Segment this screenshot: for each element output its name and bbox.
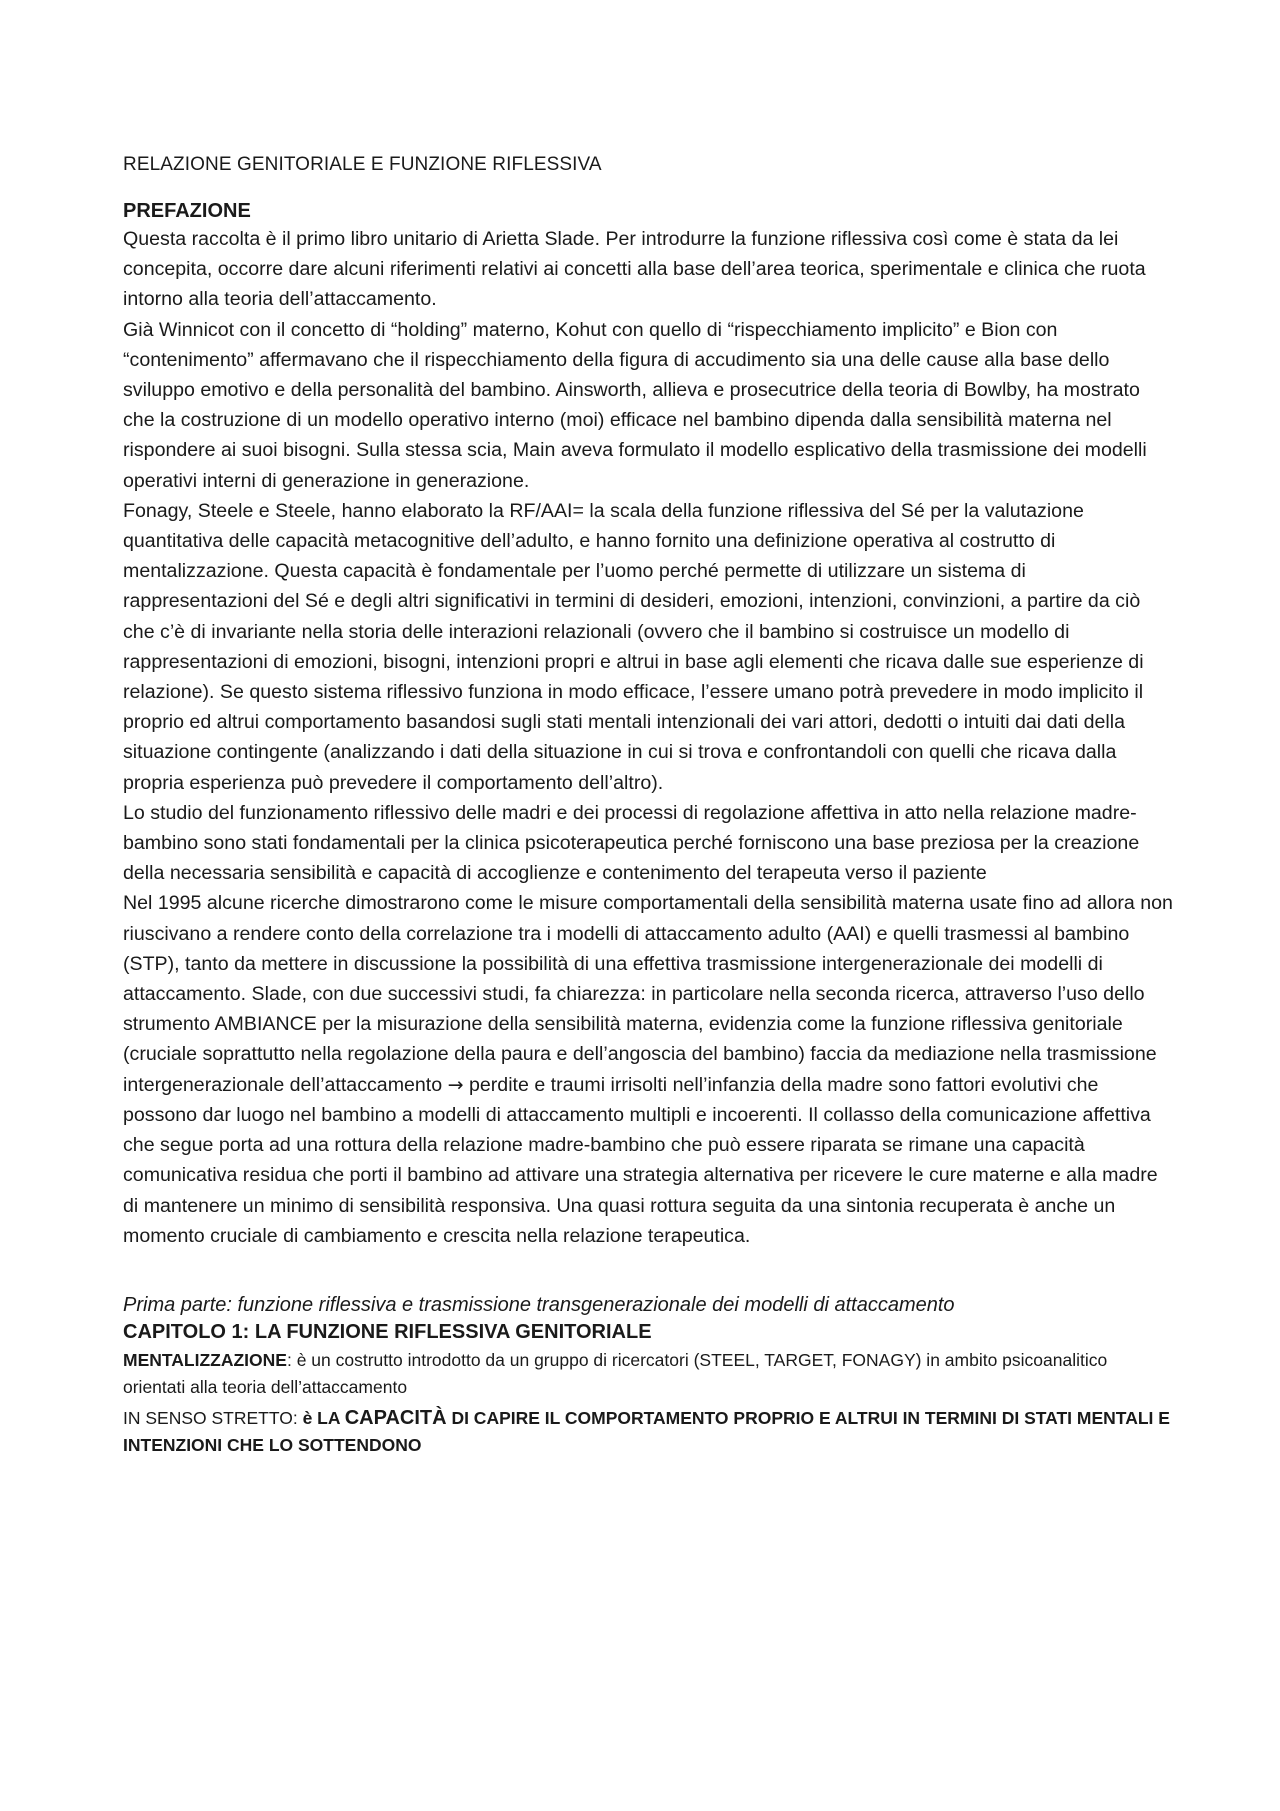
preface-heading: PREFAZIONE	[123, 200, 251, 222]
paragraph-5-text-after-arrow: perdite e traumi irrisolti nell’infanzia della madre sono fattori evolutivi che possono dar luogo nel bambino a modelli di attaccamento multipli e incoerenti. Il collasso della comunicazione affettiva che segue porta ad una rottura della relazione madre-bambino che può essere riparata se rimane una capacità comunicativa residua che porti il bambino ad attivare una strategia alternativa per ricevere le cure materne e alla madre di mantenere un minimo di sensibilità responsiva. Una quasi rottura seguita da una sintonia recuperata è anche un momento cruciale di cambiamento e crescita nella relazione terapeutica.	[123, 1073, 1158, 1247]
mentalization-text: : è un costrutto introdotto da un gruppo di ricercatori (STEEL, TARGET, FONAGY) in ambito psicoanalitico orientati alla teoria dell’attaccamento	[123, 1349, 1108, 1397]
right-arrow-icon: →	[447, 1073, 464, 1096]
preface-paragraph-4: Lo studio del funzionamento riflessivo delle madri e dei processi di regolazione affettiva in atto nella relazione madre-bambino sono stati fondamentali per la clinica psicoterapeutica perché forniscono una base preziosa per la creazione della necessaria sensibilità e capacità di accoglienze e contenimento del terapeuta verso il paziente	[123, 801, 1140, 885]
chapter-title: CAPITOLO 1: LA FUNZIONE RIFLESSIVA GENITORIALE	[123, 1320, 652, 1343]
mentalization-term: MENTALIZZAZIONE	[123, 1349, 287, 1370]
mentalization-definition	[123, 1347, 1173, 1401]
paragraph-5-text-before-arrow: Nel 1995 alcune ricerche dimostrarono come le misure comportamentali della sensibilità materna usate fino ad allora non riuscivano a rendere conto della correlazione tra i modelli di attaccamento adulto (AAI) e quelli trasmessi al bambino (STP), tanto da mettere in discussione la possibilità di una effettiva trasmissione intergenerazionale dei modelli di attaccamento. Slade, con due successivi studi, fa chiarezza: in particolare nella seconda ricerca, attraverso l’uso dello strumento AMBIANCE per la misurazione della sensibilità materna, evidenzia come la funzione riflessiva genitoriale (cruciale soprattutto nella regolazione della paura e dell’angoscia del bambino) faccia da mediazione nella trasmissione intergenerazionale dell’attaccamento	[123, 892, 1173, 1096]
strict-sense-definition	[123, 1405, 1173, 1459]
preface-paragraph-3: Fonagy, Steele e Steele, hanno elaborato la RF/AAI= la scala della funzione riflessiva del Sé per la valutazione quantitativa delle capacità metacognitive dell’adulto, e hanno fornito una definizione operativa al costrutto di mentalizzazione. Questa capacità è fondamentale per l’uomo perché permette di utilizzare un sistema di rappresentazioni del Sé e degli altri significativi in termini di desideri, emozioni, intenzioni, convinzioni, a partire da ciò che c’è di invariante nella storia delle interazioni relazionali (ovvero che il bambino si costruisce un modello di rappresentazioni di emozioni, bisogni, intenzioni propri e altrui in base agli elementi che ricava dalle sue esperienze di relazione). Se questo sistema riflessivo funziona in modo efficace, l’essere umano potrà prevedere in modo implicito il proprio ed altrui comportamento basandosi sugli stati mentali intenzionali dei vari attori, dedotti o intuiti dai dati della situazione contingente (analizzando i dati della situazione in cui si trova e confrontandoli con quelli che ricava dalla propria esperienza può prevedere il comportamento dell’altro).	[123, 499, 1144, 794]
strict-sense-capacity: CAPACITÀ	[344, 1406, 447, 1429]
strict-sense-rest: DI CAPIRE IL COMPORTAMENTO PROPRIO E ALTRUI IN TERMINI DI STATI MENTALI E INTENZIONI CHE LO SOTTENDONO	[123, 1407, 1170, 1455]
preface-paragraph-5	[123, 888, 1173, 1250]
part-title: Prima parte: funzione riflessiva e trasmissione transgenerazionale dei modelli di attaccamento	[123, 1293, 955, 1316]
preface-paragraph-1: Questa raccolta è il primo libro unitario di Arietta Slade. Per introdurre la funzione riflessiva così come è stata da lei concepita, occorre dare alcuni riferimenti relativi ai concetti alla base dell’area teorica, sperimentale e clinica che ruota intorno alla teoria dell’attaccamento.	[123, 228, 1146, 311]
document-page	[123, 152, 1173, 1459]
preface-paragraph-2: Già Winnicot con il concetto di “holding” materno, Kohut con quello di “rispecchiamento implicito” e Bion con “contenimento” affermavano che il rispecchiamento della figura di accudimento sia una delle cause alla base dello sviluppo emotivo e della personalità del bambino. Ainsworth, allieva e prosecutrice della teoria di Bowlby, ha mostrato che la costruzione di un modello operativo interno (moi) efficace nel bambino dipenda dalla sensibilità materna nel rispondere ai suoi bisogni. Sulla stessa scia, Main aveva formulato il modello esplicativo della trasmissione dei modelli operativi interni di generazione in generazione.	[123, 318, 1147, 492]
document-title: RELAZIONE GENITORIALE E FUNZIONE RIFLESSIVA	[123, 154, 602, 175]
strict-sense-intro: è LA	[302, 1407, 345, 1428]
strict-sense-label: IN SENSO STRETTO:	[123, 1407, 303, 1428]
